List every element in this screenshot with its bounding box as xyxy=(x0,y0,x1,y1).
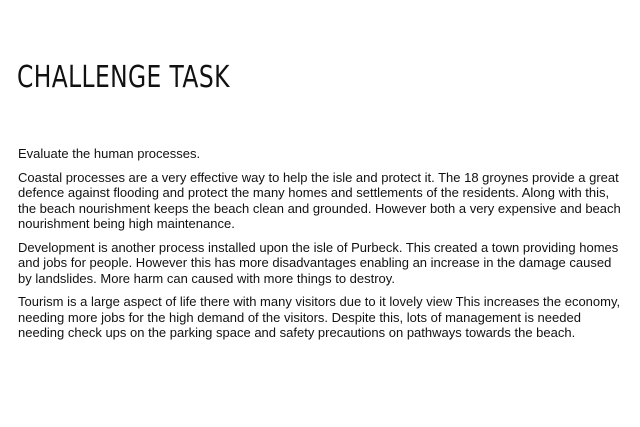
task-prompt: Evaluate the human processes. xyxy=(18,146,201,161)
paragraph-coastal-processes: Coastal processes are a very effective way to help the isle and protect it. The 18 groynes provide a great defence against flooding and protect the many homes and settlements of the residents. Along with this, the beach nourishment keeps the beach clean and grounded. However both a very expensive and beach nourishment being high maintenance. xyxy=(18,169,621,231)
slide-title: CHALLENGE TASK xyxy=(17,60,230,95)
paragraph-tourism: Tourism is a large aspect of life there with many visitors due to it lovely view This increases the economy, needing more jobs for the high demand of the visitors. Despite this, lots of management is needed needing check ups on the parking space and safety precautions on pathways towards the beach. xyxy=(18,294,621,340)
paragraph-development: Development is another process installed upon the isle of Purbeck. This created a town providing homes and jobs for people. However this has more disadvantages enabling an increase in the damage caused by landslides. More harm can caused with more things to destroy. xyxy=(18,239,619,286)
slide-body xyxy=(18,146,628,349)
